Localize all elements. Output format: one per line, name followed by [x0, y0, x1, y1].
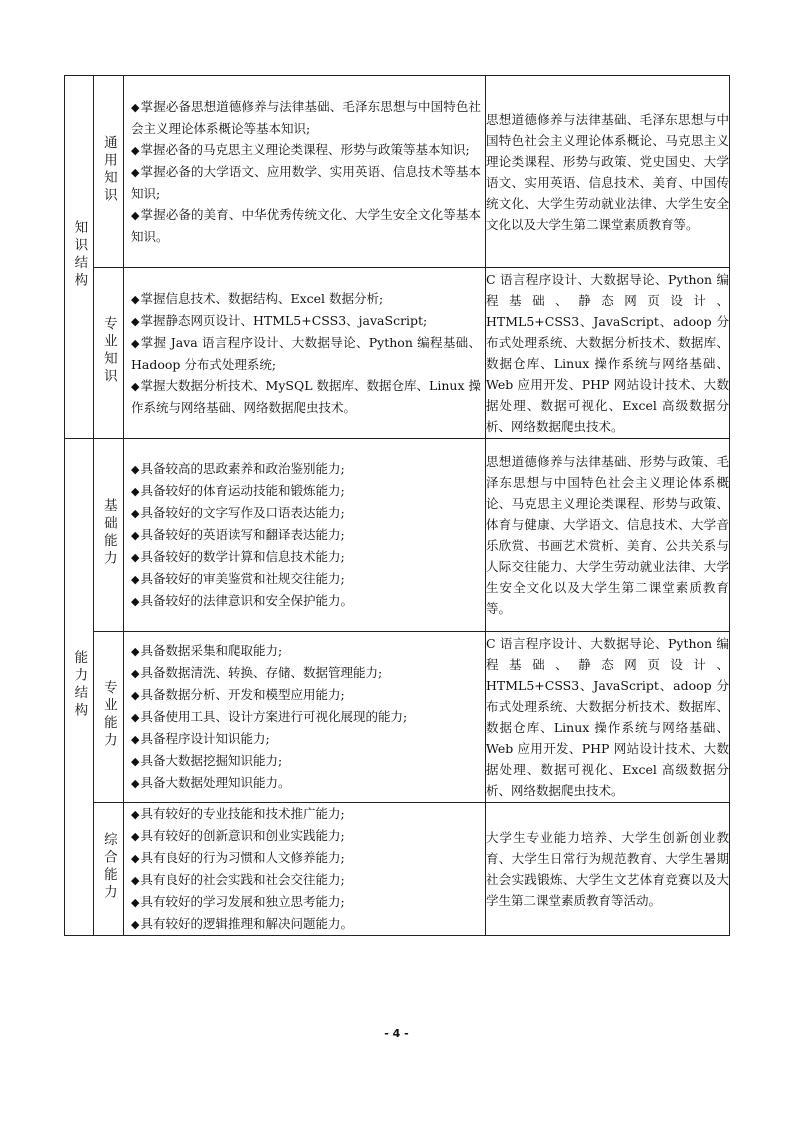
list-item: ◆ 具有良好的社会实践和社会交往能力;: [131, 869, 481, 891]
courses-cell: 大学生专业能力培养、大学生创新创业教育、大学生日常行为规范教育、大学生暑期社会实践锻炼、大学生文艺体育竞赛以及大学生第二课堂素质教育等活动。: [486, 803, 730, 936]
subcategory-cell: [94, 632, 124, 803]
table-row: [65, 76, 730, 268]
subcategory-label: 通用知识: [100, 134, 117, 205]
list-item: ◆ 掌握必备的马克思主义理论类课程、形势与政策等基本知识;: [131, 139, 481, 161]
list-item: ◆ 具备大数据处理知识能力。: [131, 772, 481, 794]
requirements-cell: [124, 803, 486, 936]
page-number: - 4 -: [384, 1027, 409, 1040]
subcategory-label: 专业知识: [100, 316, 117, 386]
list-item: ◆ 掌握必备的大学语文、应用数学、实用英语、信息技术等基本知识;: [131, 161, 481, 204]
subcategory-cell: [94, 803, 124, 936]
requirements-list: [124, 640, 485, 794]
list-item: ◆ 具有较好的学习发展和独立思考能力;: [131, 891, 481, 913]
list-item: ◆ 具备程序设计知识能力;: [131, 728, 481, 750]
requirements-list: [124, 96, 485, 247]
list-item: ◆ 掌握静态网页设计、HTML5+CSS3、javaScript;: [131, 310, 481, 332]
category-cell: [65, 439, 94, 936]
courses-cell: C 语言程序设计、大数据导论、Python 编程基础、静态网页设计、HTML5+CSS3、JavaScript、adoop 分布式处理系统、大数据分析技术、数据库、数据仓库、Linux 操作系统与网络基础、Web 应用开发、PHP 网站设计技术、大数据处理、数据可视化、Excel 高级数据分析、网络数据爬虫技术。: [486, 268, 730, 439]
subcategory-label: 综合能力: [100, 832, 117, 902]
subcategory-label: 专业能力: [100, 680, 117, 750]
category-label: 能力结构: [71, 650, 88, 720]
list-item: ◆ 具备数据采集和爬取能力;: [131, 640, 481, 662]
table-row: [65, 439, 730, 632]
requirements-cell: [124, 268, 486, 439]
list-item: ◆ 具有良好的行为习惯和人文修养能力;: [131, 847, 481, 869]
courses-cell: 思想道德修养与法律基础、形势与政策、毛泽东思想与中国特色社会主义理论体系概论、马克思主义理论类课程、形势与政策、体育与健康、大学语文、信息技术、大学音乐欣赏、书画艺术赏析、美育、公共关系与人际交往能力、大学生劳动就业法律、大学生安全文化以及大学生第二课堂素质教育等。: [486, 439, 730, 632]
list-item: ◆ 具有较好的创新意识和创业实践能力;: [131, 825, 481, 847]
list-item: ◆ 掌握必备思想道德修养与法律基础、毛泽东思想与中国特色社会主义理论体系概论等基本知识;: [131, 96, 481, 139]
requirements-list: [124, 288, 485, 418]
list-item: ◆ 具备数据清洗、转换、存储、数据管理能力;: [131, 662, 481, 684]
courses-cell: C 语言程序设计、大数据导论、Python 编程基础、静态网页设计、HTML5+CSS3、JavaScript、adoop 分布式处理系统、大数据分析技术、数据库、数据仓库、Linux 操作系统与网络基础、Web 应用开发、PHP 网站设计技术、大数据处理、数据可视化、Excel 高级数据分析、网络数据爬虫技术。: [486, 632, 730, 803]
list-item: ◆ 具有较好的专业技能和技术推广能力;: [131, 803, 481, 825]
category-cell: [65, 76, 94, 439]
category-label: 知识结构: [71, 220, 88, 290]
courses-cell: 思想道德修养与法律基础、毛泽东思想与中国特色社会主义理论体系概论、马克思主义理论类课程、形势与政策、党史国史、大学语文、实用英语、信息技术、美育、中国传统文化、大学生劳动就业法律、大学生安全文化以及大学生第二课堂素质教育等。: [486, 76, 730, 268]
list-item: ◆ 具备数据分析、开发和模型应用能力;: [131, 684, 481, 706]
requirements-cell: [124, 632, 486, 803]
subcategory-cell: [94, 76, 124, 268]
list-item: ◆ 掌握大数据分析技术、MySQL 数据库、数据仓库、Linux 操作系统与网络基础、网络数据爬虫技术。: [131, 375, 481, 418]
subcategory-label: 基础能力: [100, 498, 117, 568]
list-item: ◆ 具备较好的体育运动技能和锻炼能力;: [131, 480, 481, 502]
subcategory-cell: [94, 268, 124, 439]
requirements-list: [124, 458, 485, 612]
list-item: ◆ 掌握信息技术、数据结构、Excel 数据分析;: [131, 288, 481, 310]
list-item: ◆ 具备使用工具、设计方案进行可视化展现的能力;: [131, 706, 481, 728]
table-row: [65, 268, 730, 439]
list-item: ◆ 具备较好的英语读写和翻译表达能力;: [131, 524, 481, 546]
curriculum-table: [64, 75, 730, 936]
table-row: [65, 803, 730, 936]
list-item: ◆ 掌握 Java 语言程序设计、大数据导论、Python 编程基础、Hadoop 分布式处理系统;: [131, 332, 481, 375]
list-item: ◆ 具备较好的文字写作及口语表达能力;: [131, 502, 481, 524]
requirements-cell: [124, 439, 486, 632]
list-item: ◆ 具有较好的逻辑推理和解决问题能力。: [131, 913, 481, 935]
requirements-list: [124, 803, 485, 935]
list-item: ◆ 具备较好的审美鉴赏和社规交往能力;: [131, 568, 481, 590]
list-item: ◆ 具备较好的数学计算和信息技术能力;: [131, 546, 481, 568]
table-row: [65, 632, 730, 803]
list-item: ◆ 具备大数据挖掘知识能力;: [131, 750, 481, 772]
list-item: ◆ 具备较高的思政素养和政治鉴别能力;: [131, 458, 481, 480]
list-item: ◆ 具备较好的法律意识和安全保护能力。: [131, 590, 481, 612]
subcategory-cell: [94, 439, 124, 632]
requirements-cell: [124, 76, 486, 268]
list-item: ◆ 掌握必备的美育、中华优秀传统文化、大学生安全文化等基本知识。: [131, 204, 481, 247]
